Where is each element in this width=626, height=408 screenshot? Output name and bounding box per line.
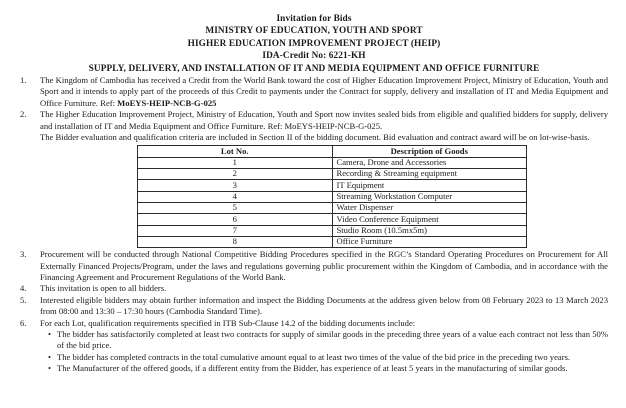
doc-credit-line: IDA-Credit No: 6221-KH — [262, 51, 366, 62]
numbered-item-1 — [20, 75, 608, 109]
lot-number: 5 — [138, 202, 333, 213]
lot-description: IT Equipment — [332, 180, 527, 191]
bullet-item-1 — [40, 329, 608, 352]
numbered-item-3 — [20, 249, 608, 283]
lots-table — [137, 145, 527, 248]
lot-number: 1 — [138, 157, 333, 168]
item-number: 1. — [20, 75, 27, 86]
lot-description: Video Conference Equipment — [332, 214, 527, 225]
bullet-text: The Manufacturer of the offered goods, if a different entity from the Bidder, has experience of at least 5 years in the manufacturing of similar goods. — [57, 363, 568, 374]
lot-description: Camera, Drone and Accessories — [332, 157, 527, 168]
item1-reference-code: MoEYS-HEIP-NCB-G-025 — [117, 97, 217, 108]
doc-body — [20, 75, 608, 375]
numbered-item-2 — [20, 109, 608, 132]
doc-ministry-line: MINISTRY OF EDUCATION, YOUTH AND SPORT — [205, 26, 423, 37]
doc-subject-line: SUPPLY, DELIVERY, AND INSTALLATION OF IT AND MEDIA EQUIPMENT AND OFFICE FURNITURE — [88, 63, 540, 74]
numbered-item-5 — [20, 295, 608, 318]
lot-description: Office Furniture — [332, 236, 527, 247]
lot-number: 2 — [138, 169, 333, 180]
item-text: This invitation is open to all bidders. — [40, 283, 167, 294]
item-number: 6. — [20, 317, 27, 328]
lot-number: 4 — [138, 191, 333, 202]
item-text: Interested eligible bidders may obtain further information and inspect the Bidding Documents at the address given below from 08 February 2023 to 13 March 2023 from 08:00 and 13:30 – 17:30 hours (Cambodia Standard Time). — [40, 294, 608, 317]
item-text: For each Lot, qualification requirements specified in ITB Sub-Clause 14.2 of the bidding documents include: — [40, 317, 416, 328]
description-header: Description of Goods — [332, 146, 527, 157]
table-row — [138, 180, 527, 191]
table-row — [138, 191, 527, 202]
table-row — [138, 214, 527, 225]
doc-title: Invitation for Bids — [276, 14, 352, 24]
lot-number: 7 — [138, 225, 333, 236]
item-text: The Higher Education Improvement Project, Ministry of Education, Youth and Sport now invites sealed bids from eligible and qualified bidders for supply, delivery and installation of IT and Media Equipment and Office Furniture. Ref: MoEYS-HEIP-NCB-G-025. — [40, 109, 608, 131]
bullet-list-body — [40, 329, 608, 375]
table-row — [138, 169, 527, 180]
item-text: Procurement will be conducted through National Competitive Bidding Procedures specified in the RGC’s Standard Operating Procedures on Procurement for All Externally Financed Projects/Program, under the laws and regulations governing public procurement within the Kingdom of Cambodia, and in accordance with the Financing Agreement and Procurement Regulations of the World Bank. — [40, 249, 608, 282]
bullet-icon: • — [48, 351, 52, 362]
table-row — [138, 157, 527, 168]
lot-number: 8 — [138, 236, 333, 247]
table-row — [138, 202, 527, 213]
item-number: 2. — [20, 109, 27, 120]
bullet-list — [20, 329, 608, 375]
item1-text: The Kingdom of Cambodia has received a Credit from the World Bank toward the cost of Higher Education Improvement Project, Ministry of Education, Youth and Sport and it intends to apply part of the proceeds of this Credit to payments under the Contract for supply, delivery and installation of IT and Media Equipment and Office Furniture. Ref: — [40, 75, 608, 108]
numbered-item-6 — [20, 318, 608, 329]
table-header-row — [138, 146, 527, 157]
table-row — [138, 225, 527, 236]
bullet-icon: • — [48, 363, 52, 374]
lot-number: 3 — [138, 180, 333, 191]
lot-description: Streaming Workstation Computer — [332, 191, 527, 202]
lot-description: Recording & Streaming equipment — [332, 169, 527, 180]
bullet-icon: • — [48, 328, 52, 339]
doc-project-line: HIGHER EDUCATION IMPROVEMENT PROJECT (HEIP) — [187, 38, 441, 49]
item-number: 4. — [20, 283, 27, 294]
bullet-text: The bidder has completed contracts in the total cumulative amount equal to at least two times of the value of the bid price in the preceding two years. — [57, 351, 571, 362]
bullet-text: The bidder has satisfactorily completed at least two contracts for supply of similar goods in the preceding three years of a value each contract not less than 50% of the bid price. — [57, 328, 608, 351]
lot-no-header: Lot No. — [138, 146, 333, 157]
numbered-item-4 — [20, 283, 608, 294]
item-2-continuation: The Bidder evaluation and qualification criteria are included in Section II of the bidding document. Bid evaluation and contract award will be on lot-wise-basis. — [40, 132, 590, 143]
bullet-list-indent — [20, 329, 40, 375]
table-row — [138, 236, 527, 247]
lot-description: Water Dispenser — [332, 202, 527, 213]
lot-description: Studio Room (10.5mx5m) — [332, 225, 527, 236]
bullet-item-2 — [40, 352, 608, 363]
item-number: 5. — [20, 294, 27, 305]
item-text — [40, 75, 608, 109]
bullet-item-3 — [40, 363, 608, 374]
lot-number: 6 — [138, 214, 333, 225]
item-number: 3. — [20, 249, 27, 260]
